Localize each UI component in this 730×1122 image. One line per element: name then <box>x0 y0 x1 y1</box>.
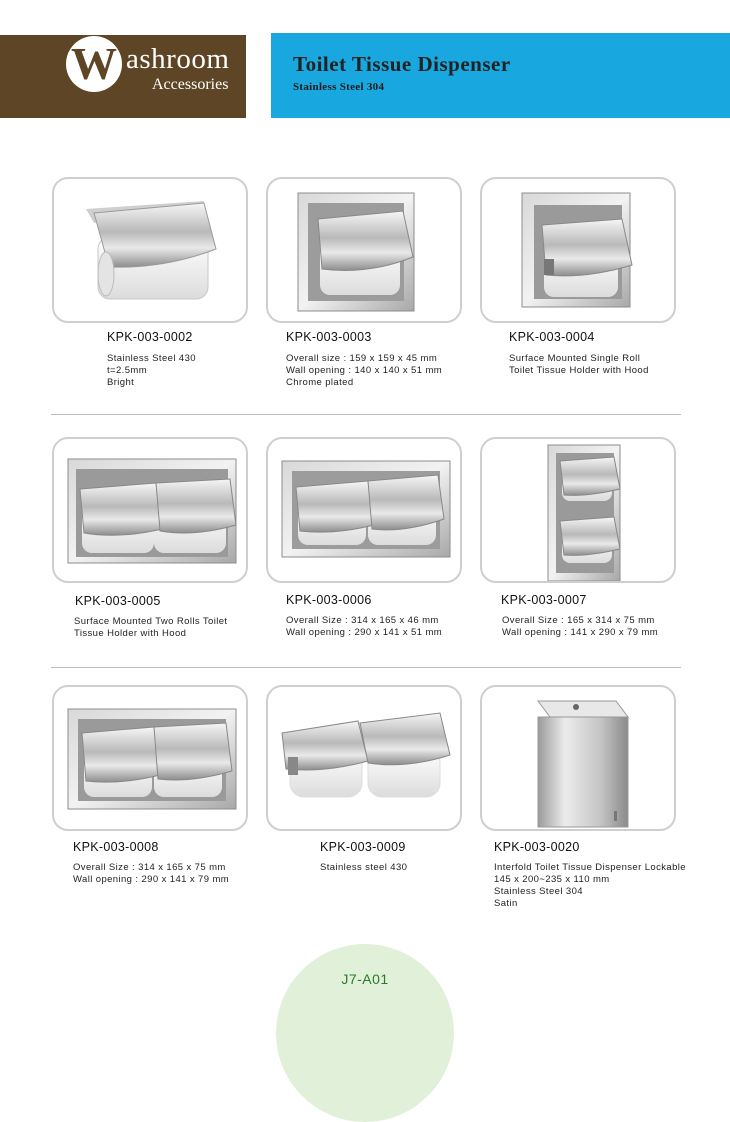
product-card-3[interactable] <box>480 177 676 323</box>
product-code-6: KPK-003-0007 <box>501 593 587 607</box>
desc-line: Satin <box>494 898 518 909</box>
single-roll-hood-icon <box>54 179 248 323</box>
product-card-6[interactable] <box>480 437 676 583</box>
product-desc-8 <box>320 862 407 874</box>
product-code-4: KPK-003-0005 <box>75 594 161 608</box>
desc-line: t=2.5mm <box>107 365 148 376</box>
surface-single-roll-icon <box>482 179 676 323</box>
desc-line: Stainless steel 430 <box>320 862 408 873</box>
product-code-8: KPK-003-0009 <box>320 840 406 854</box>
desc-line: Wall opening : 290 x 141 x 51 mm <box>286 627 443 638</box>
desc-line: Wall opening : 140 x 140 x 51 mm <box>286 365 443 376</box>
page-title: Toilet Tissue Dispenser <box>293 52 511 76</box>
product-card-9[interactable] <box>480 685 676 831</box>
desc-line: Overall Size : 314 x 165 x 46 mm <box>286 615 439 626</box>
surface-double-roll-icon <box>54 439 248 583</box>
open-double-roll-icon <box>268 687 462 831</box>
product-desc-1 <box>107 353 196 389</box>
product-code-3: KPK-003-0004 <box>509 330 595 344</box>
product-code-9: KPK-003-0020 <box>494 840 580 854</box>
desc-line: Surface Mounted Single Roll <box>509 353 641 364</box>
desc-line: Overall Size : 314 x 165 x 75 mm <box>73 862 226 873</box>
product-desc-2 <box>286 353 442 389</box>
desc-line: Bright <box>107 377 135 388</box>
desc-line: Stainless Steel 304 <box>494 886 583 897</box>
product-code-5: KPK-003-0006 <box>286 593 372 607</box>
logo-letter: W <box>71 38 117 89</box>
desc-line: Interfold Toilet Tissue Dispenser Lockable <box>494 862 686 873</box>
page-subtitle: Stainless Steel 304 <box>293 81 385 93</box>
desc-line: Wall opening : 290 x 141 x 79 mm <box>73 874 230 885</box>
product-code-2: KPK-003-0003 <box>286 330 372 344</box>
section-divider <box>51 667 681 668</box>
product-card-7[interactable] <box>52 685 248 831</box>
desc-line: Toilet Tissue Holder with Hood <box>509 365 649 376</box>
page-number: J7-A01 <box>341 971 389 987</box>
product-card-2[interactable] <box>266 177 462 323</box>
recessed-double-roll-deep-icon <box>54 687 248 831</box>
vertical-double-roll-icon <box>482 439 676 583</box>
recessed-single-roll-icon <box>268 179 462 323</box>
product-desc-7 <box>73 862 229 886</box>
product-desc-4 <box>74 616 227 640</box>
section-divider <box>51 414 681 415</box>
desc-line: Chrome plated <box>286 377 354 388</box>
desc-line: Wall opening : 141 x 290 x 79 mm <box>502 627 659 638</box>
product-card-8[interactable] <box>266 685 462 831</box>
product-desc-6 <box>502 615 658 639</box>
product-card-4[interactable] <box>52 437 248 583</box>
desc-line: 145 x 200~235 x 110 mm <box>494 874 610 885</box>
product-card-5[interactable] <box>266 437 462 583</box>
desc-line: Tissue Holder with Hood <box>74 628 187 639</box>
recessed-double-roll-icon <box>268 439 462 583</box>
product-desc-5 <box>286 615 442 639</box>
product-code-1: KPK-003-0002 <box>107 330 193 344</box>
product-desc-9 <box>494 862 686 910</box>
product-desc-3 <box>509 353 649 377</box>
brand-name: ashroom <box>126 43 230 75</box>
product-code-7: KPK-003-0008 <box>73 840 159 854</box>
brand-tagline: Accessories <box>152 76 229 93</box>
desc-line: Overall Size : 165 x 314 x 75 mm <box>502 615 655 626</box>
product-card-1[interactable] <box>52 177 248 323</box>
desc-line: Stainless Steel 430 <box>107 353 196 364</box>
desc-line: Surface Mounted Two Rolls Toilet <box>74 616 228 627</box>
desc-line: Overall size : 159 x 159 x 45 mm <box>286 353 438 364</box>
interfold-dispenser-icon <box>482 687 676 831</box>
